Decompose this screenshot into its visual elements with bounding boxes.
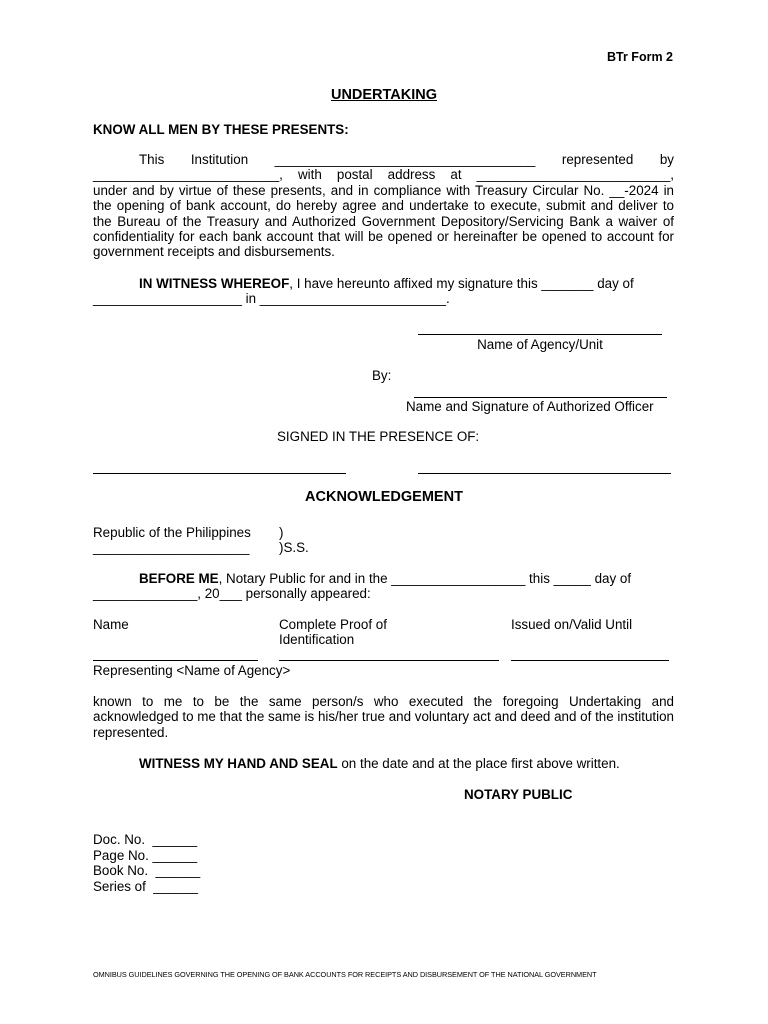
paragraph-line-1: This Institution ___________________________________ represented by <box>139 152 674 167</box>
agency-signature-line <box>418 334 662 335</box>
hand-and-seal-line <box>139 756 620 771</box>
officer-label: Name and Signature of Authorized Officer <box>406 399 654 414</box>
name-field-line <box>93 660 258 661</box>
witness-text: , I have hereunto affixed my signature this _______ day of <box>289 276 634 291</box>
proof-field-line <box>279 660 499 661</box>
column-issued-header: Issued on/Valid Until <box>511 617 633 632</box>
column-proof-header: Complete Proof of Identification <box>279 617 387 648</box>
hand-text: on the date and at the place first above written. <box>337 756 620 771</box>
venue-paren: ) <box>279 525 284 540</box>
hand-bold: WITNESS MY HAND AND SEAL <box>139 756 338 771</box>
ss-label: )S.S. <box>279 540 309 555</box>
paragraph-line-2: _________________________, with postal address at __________________________, <box>93 167 674 183</box>
before-line-2: ______________, 20___ personally appeared: <box>93 586 371 602</box>
page-no: Page No. ______ <box>93 848 198 863</box>
before-me-paragraph <box>93 571 674 602</box>
acknowledgement-title: ACKNOWLEDGEMENT <box>305 489 463 505</box>
footer-text: OMNIBUS GUIDELINES GOVERNING THE OPENING OF BANK ACCOUNTS FOR RECEIPTS AND DISBURSEMENT OF THE NATIONAL GOVERNMENT <box>93 970 597 979</box>
known-paragraph: known to me to be the same person/s who executed the foregoing Undertaking and acknowledged to me that the same is his/her true and voluntary act and deed and of the institution represented. <box>93 694 674 740</box>
before-text: , Notary Public for and in the __________________ this _____ day of <box>218 571 632 586</box>
before-bold: BEFORE ME <box>139 571 219 586</box>
series-of: Series of ______ <box>93 879 198 894</box>
venue-line: _____________________ <box>93 540 250 555</box>
witness-bold: IN WITNESS WHEREOF <box>139 276 290 291</box>
witness-signature-line-2 <box>418 473 671 474</box>
by-label: By: <box>372 368 392 383</box>
presence-label: SIGNED IN THE PRESENCE OF: <box>277 429 480 444</box>
republic-label: Republic of the Philippines <box>93 525 251 540</box>
form-number: BTr Form 2 <box>607 50 673 64</box>
document-title: UNDERTAKING <box>330 87 438 103</box>
column-name-header: Name <box>93 617 129 632</box>
witness-paragraph <box>93 276 674 307</box>
doc-no: Doc. No. ______ <box>93 832 198 847</box>
officer-signature-line <box>414 397 667 398</box>
witness-line-2: ____________________ in _________________________. <box>93 291 450 307</box>
paragraph-body: under and by virtue of these presents, and in compliance with Treasury Circular No. __-2024 in the opening of bank account, do hereby agree and undertake to execute, submit and deliver to the Bureau of the Treasury and Authorized Government Depository/Servicing Bank a waiver of confidentiality for each bank account that will be opened or hereinafter be opened to account for government receipts and disbursements. <box>93 182 674 260</box>
representing-label: Representing <Name of Agency> <box>93 663 291 678</box>
notary-public-label: NOTARY PUBLIC <box>464 787 573 802</box>
witness-signature-line-1 <box>93 473 346 474</box>
issued-field-line <box>511 660 669 661</box>
agency-label: Name of Agency/Unit <box>477 337 603 352</box>
book-no: Book No. ______ <box>93 863 201 878</box>
intro-heading: KNOW ALL MEN BY THESE PRESENTS: <box>93 122 349 137</box>
undertaking-paragraph <box>93 152 674 260</box>
